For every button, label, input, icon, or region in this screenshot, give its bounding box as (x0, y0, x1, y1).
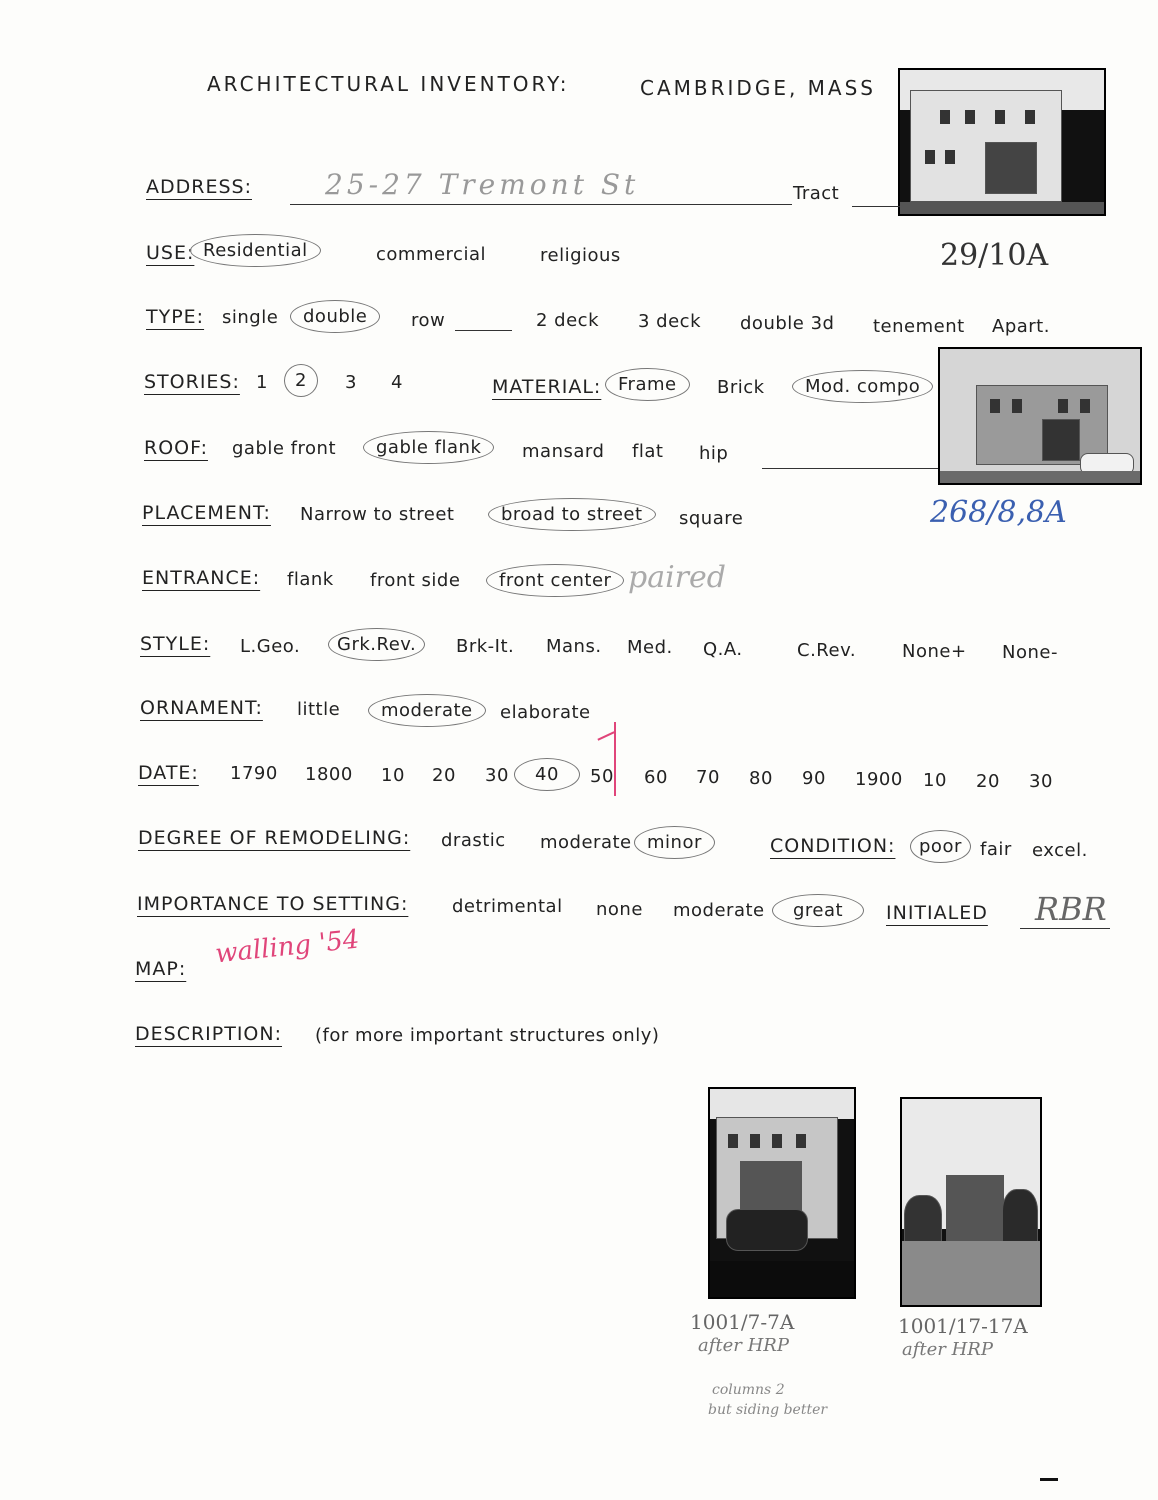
photo-note-line1: columns 2 (712, 1382, 785, 1398)
date-option-60[interactable]: 60 (644, 767, 668, 788)
remodeling-label: DEGREE OF REMODELING: (138, 827, 411, 849)
roof-option-mansard[interactable]: mansard (522, 441, 605, 462)
roof-option-hip[interactable]: hip (699, 443, 729, 464)
roof-option-gable-flank[interactable]: gable flank (363, 431, 494, 464)
entrance-option-flank[interactable]: flank (287, 569, 334, 590)
entrance-option-front-center[interactable]: front center (486, 564, 624, 597)
stories-option-4[interactable]: 4 (391, 372, 403, 393)
condition-option-fair[interactable]: fair (980, 839, 1012, 860)
stories-label: STORIES: (144, 371, 240, 393)
photo2-caption-note: after HRP (902, 1339, 993, 1360)
map-label: MAP: (135, 958, 187, 980)
stories-option-1[interactable]: 1 (256, 372, 268, 393)
photo2-caption-number: 1001/17-17A (898, 1314, 1028, 1338)
placement-option-broad[interactable]: broad to street (488, 498, 656, 531)
material-option-brick[interactable]: Brick (717, 377, 765, 398)
ornament-option-little[interactable]: little (297, 699, 341, 720)
form-title: ARCHITECTURAL INVENTORY: (207, 72, 570, 96)
remodeling-option-minor[interactable]: minor (634, 826, 715, 859)
condition-label: CONDITION: (770, 835, 896, 857)
roof-label: ROOF: (144, 437, 208, 459)
importance-option-none[interactable]: none (596, 899, 643, 920)
ornament-label: ORNAMENT: (140, 697, 263, 719)
roof-option-flat[interactable]: flat (632, 441, 664, 462)
style-option-none-plus[interactable]: None+ (902, 641, 967, 662)
house-photo-bottom-right (900, 1097, 1042, 1307)
use-option-residential[interactable]: Residential (190, 234, 321, 267)
address-value[interactable]: 25-27 Tremont St (325, 168, 640, 201)
type-label: TYPE: (146, 306, 205, 328)
type-option-tenement[interactable]: tenement (873, 316, 965, 337)
style-label: STYLE: (140, 633, 211, 655)
material-option-frame[interactable]: Frame (605, 368, 690, 401)
importance-option-detrimental[interactable]: detrimental (452, 896, 563, 917)
date-option-10[interactable]: 10 (381, 765, 405, 786)
type-option-3-deck[interactable]: 3 deck (638, 311, 701, 332)
photo1-caption-note: after HRP (698, 1335, 789, 1356)
photo1-caption-number: 1001/7-7A (690, 1310, 795, 1334)
house-photo-middle (938, 347, 1142, 485)
roof-blank (762, 468, 938, 469)
house-photo-bottom-left (708, 1087, 856, 1299)
address-underline (290, 204, 792, 205)
use-label: USE: (146, 242, 195, 264)
stories-option-3[interactable]: 3 (345, 372, 357, 393)
date-option-80[interactable]: 80 (749, 768, 773, 789)
date-option-30b[interactable]: 30 (1029, 771, 1053, 792)
use-option-commercial[interactable]: commercial (376, 244, 486, 265)
style-option-brk-it[interactable]: Brk-It. (456, 636, 515, 657)
style-option-qa[interactable]: Q.A. (703, 639, 743, 660)
importance-option-moderate[interactable]: moderate (673, 900, 765, 921)
style-option-med[interactable]: Med. (627, 637, 673, 658)
type-option-apart[interactable]: Apart. (992, 316, 1050, 337)
importance-option-great[interactable]: great (772, 894, 864, 927)
type-option-single[interactable]: single (222, 307, 279, 328)
style-option-grk-rev[interactable]: Grk.Rev. (328, 628, 425, 661)
address-label: ADDRESS: (146, 176, 252, 198)
entrance-label: ENTRANCE: (142, 567, 261, 589)
date-option-30[interactable]: 30 (485, 765, 509, 786)
date-option-40[interactable]: 40 (514, 758, 580, 791)
ornament-option-moderate[interactable]: moderate (368, 694, 486, 727)
condition-option-poor[interactable]: poor (910, 830, 971, 863)
type-option-row[interactable]: row (411, 310, 446, 331)
initialed-underline (1020, 928, 1110, 929)
material-label: MATERIAL: (492, 376, 602, 398)
date-option-90[interactable]: 90 (802, 768, 826, 789)
map-value[interactable]: walling '54 (213, 924, 361, 970)
description-label: DESCRIPTION: (135, 1023, 283, 1045)
remodeling-option-drastic[interactable]: drastic (441, 830, 506, 851)
date-option-20b[interactable]: 20 (976, 771, 1000, 792)
stories-option-2[interactable]: 2 (284, 364, 318, 397)
date-option-1900[interactable]: 1900 (855, 769, 903, 790)
use-option-religious[interactable]: religious (540, 245, 621, 266)
type-blank (455, 330, 512, 331)
photo-note-line2: but siding better (708, 1402, 828, 1418)
material-option-mod-compo[interactable]: Mod. compo (792, 370, 933, 403)
style-option-mans[interactable]: Mans. (546, 636, 602, 657)
form-city: CAMBRIDGE, MASS (640, 76, 876, 100)
initialed-label: INITIALED (886, 902, 988, 924)
date-option-20[interactable]: 20 (432, 765, 456, 786)
style-option-c-rev[interactable]: C.Rev. (797, 640, 857, 661)
date-label: DATE: (138, 762, 199, 784)
placement-option-narrow[interactable]: Narrow to street (300, 504, 455, 525)
date-option-1800[interactable]: 1800 (305, 764, 353, 785)
initialed-value[interactable]: RBR (1035, 890, 1107, 928)
placement-option-square[interactable]: square (679, 508, 744, 529)
date-option-10b[interactable]: 10 (923, 770, 947, 791)
house-photo-top (898, 68, 1106, 216)
entrance-option-front-side[interactable]: front side (370, 570, 461, 591)
tract-underline (852, 206, 900, 207)
page-mark (1040, 1478, 1058, 1481)
entrance-note: paired (628, 560, 726, 595)
use-note: 29/10A (940, 238, 1049, 273)
ornament-option-elaborate[interactable]: elaborate (500, 702, 591, 723)
description-note: (for more important structures only) (315, 1025, 660, 1046)
style-option-l-geo[interactable]: L.Geo. (240, 636, 301, 657)
placement-note: 268/8,8A (930, 495, 1067, 530)
type-option-double-3d[interactable]: double 3d (740, 313, 835, 334)
type-option-double[interactable]: double (290, 300, 380, 333)
type-option-2-deck[interactable]: 2 deck (536, 310, 599, 331)
tract-label: Tract (793, 183, 840, 204)
importance-label: IMPORTANCE TO SETTING: (137, 893, 409, 915)
date-option-1790[interactable]: 1790 (230, 763, 278, 784)
placement-label: PLACEMENT: (142, 502, 271, 524)
condition-option-excel[interactable]: excel. (1032, 840, 1088, 861)
style-option-none-minus[interactable]: None- (1002, 642, 1058, 663)
remodeling-option-moderate[interactable]: moderate (540, 832, 632, 853)
date-option-50[interactable]: 50 (590, 766, 614, 787)
date-red-arrow (597, 731, 614, 740)
roof-option-gable-front[interactable]: gable front (232, 438, 336, 459)
date-option-70[interactable]: 70 (696, 767, 720, 788)
